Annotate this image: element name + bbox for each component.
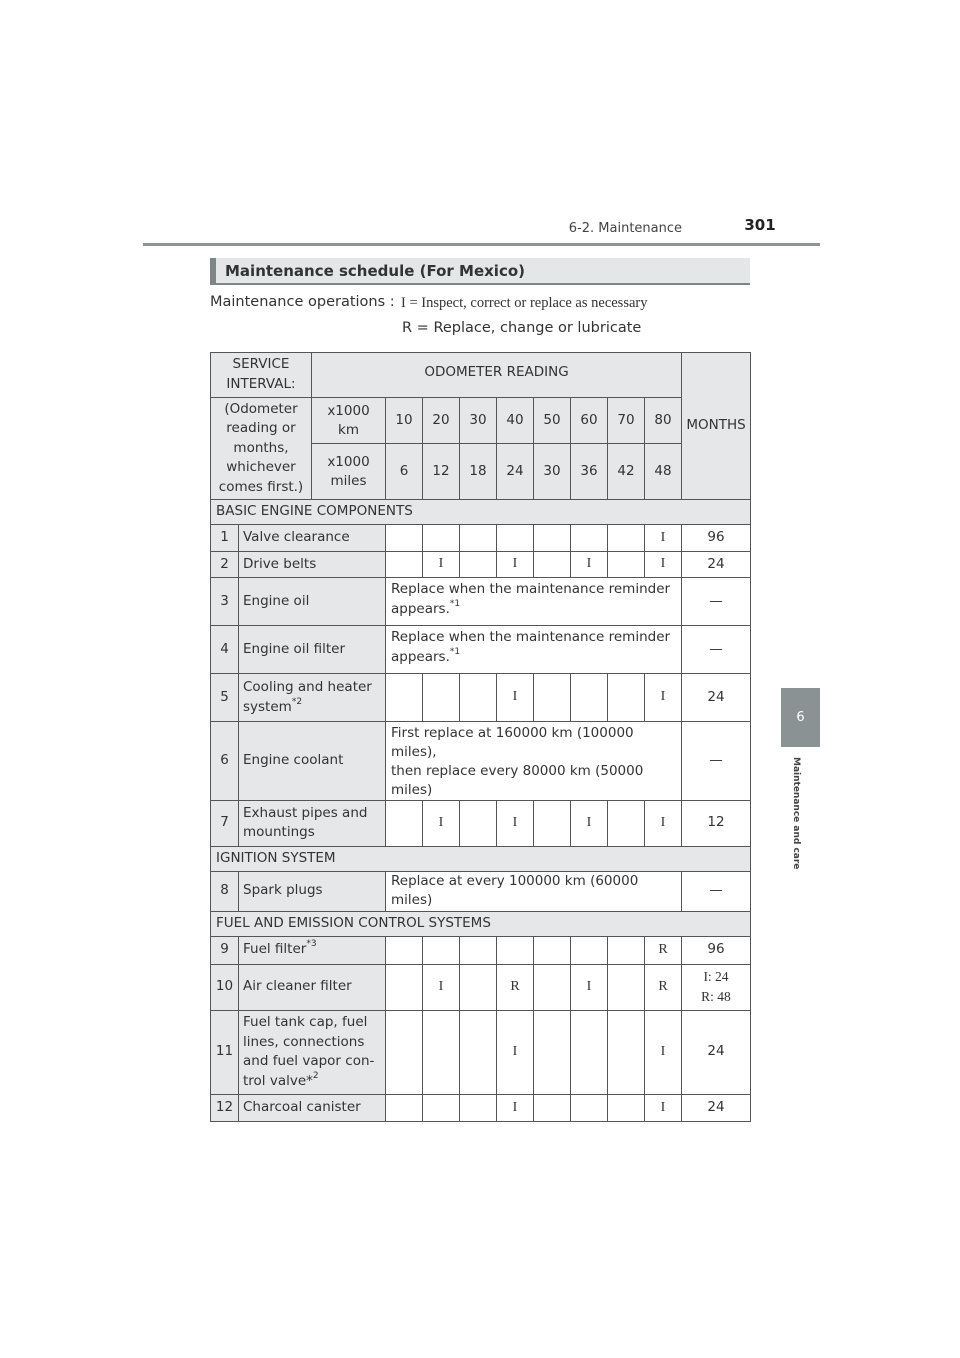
span-note — [386, 722, 682, 801]
row-number: 9 — [211, 936, 239, 964]
months-value: 12 — [682, 800, 751, 846]
item-text: Fuel filter — [243, 941, 307, 958]
row-number: 12 — [211, 1094, 239, 1121]
mile-value: 42 — [608, 444, 645, 500]
row-number: 11 — [211, 1010, 239, 1094]
category-basic-engine: BASIC ENGINE COMPONENTS — [211, 500, 751, 525]
mark-cell: I — [571, 800, 608, 846]
odometer-reading-header: ODOMETER READING — [312, 353, 682, 398]
mark-cell — [423, 1094, 460, 1121]
category-fuel-emission: FUEL AND EMISSION CONTROL SYSTEMS — [211, 911, 751, 936]
mark-cell: I — [423, 552, 460, 578]
span-line: First replace at 160000 km (100000 miles), — [391, 725, 634, 760]
mark-cell — [386, 800, 423, 846]
mark-cell — [423, 674, 460, 722]
months-value: — — [682, 871, 751, 911]
km-value: 10 — [386, 398, 423, 444]
mark-cell — [534, 674, 571, 722]
mile-value: 30 — [534, 444, 571, 500]
mark-cell — [571, 525, 608, 552]
mark-cell — [423, 936, 460, 964]
mark-cell — [423, 525, 460, 552]
mark-cell: I — [497, 674, 534, 722]
service-interval-header: SERVICE INTERVAL: — [211, 353, 312, 398]
mark-cell — [534, 1094, 571, 1121]
mark-cell — [571, 1094, 608, 1121]
item-name: Charcoal canister — [239, 1094, 386, 1121]
mark-cell: R — [645, 936, 682, 964]
months-value: — — [682, 626, 751, 674]
mile-value: 24 — [497, 444, 534, 500]
months-value: 24 — [682, 1010, 751, 1094]
mark-cell: I — [645, 525, 682, 552]
mark-cell — [571, 674, 608, 722]
mile-value: 36 — [571, 444, 608, 500]
mile-value: 12 — [423, 444, 460, 500]
km-value: 80 — [645, 398, 682, 444]
mark-cell — [460, 552, 497, 578]
months-value — [682, 964, 751, 1010]
unit-km: x1000 km — [312, 398, 386, 444]
mark-cell — [386, 674, 423, 722]
mark-cell: I — [497, 1094, 534, 1121]
item-name — [239, 674, 386, 722]
mark-cell — [386, 964, 423, 1010]
mile-value: 18 — [460, 444, 497, 500]
mark-cell — [534, 936, 571, 964]
mark-cell — [534, 1010, 571, 1094]
footnote-mark: *1 — [449, 646, 461, 657]
footnote-mark: 2 — [312, 1070, 319, 1081]
months-value: 24 — [682, 674, 751, 722]
mark-cell: I — [645, 1010, 682, 1094]
months-header: MONTHS — [682, 353, 751, 500]
chapter-name: Maintenance and care — [791, 757, 801, 870]
span-text: Replace when the maintenance reminder appears. — [391, 581, 671, 617]
mark-cell — [608, 552, 645, 578]
mark-cell — [608, 1010, 645, 1094]
mark-cell — [571, 1010, 608, 1094]
mark-cell — [534, 525, 571, 552]
row-number: 2 — [211, 552, 239, 578]
span-text: Replace when the maintenance reminder appears. — [391, 629, 671, 665]
schedule-heading-text: Maintenance schedule (For Mexico) — [225, 262, 525, 280]
mark-cell — [608, 525, 645, 552]
mark-cell: I — [571, 964, 608, 1010]
category-ignition: IGNITION SYSTEM — [211, 846, 751, 871]
row-number: 3 — [211, 578, 239, 626]
km-value: 60 — [571, 398, 608, 444]
mark-cell — [534, 964, 571, 1010]
months-value: 24 — [682, 1094, 751, 1121]
span-note: Replace at every 100000 km (60000 miles) — [386, 871, 682, 911]
mark-cell — [386, 1010, 423, 1094]
mark-cell — [460, 1010, 497, 1094]
mark-cell — [460, 800, 497, 846]
maintenance-schedule-table — [210, 352, 751, 1122]
row-number: 7 — [211, 800, 239, 846]
mark-cell — [608, 800, 645, 846]
km-value: 50 — [534, 398, 571, 444]
item-text: Cooling and heater system — [243, 678, 372, 715]
header-rule — [143, 243, 820, 246]
mark-cell — [460, 936, 497, 964]
mark-cell — [608, 1094, 645, 1121]
mark-cell — [460, 964, 497, 1010]
mark-cell — [386, 552, 423, 578]
item-name: Exhaust pipes and mountings — [239, 800, 386, 846]
row-number: 8 — [211, 871, 239, 911]
item-name: Drive belts — [239, 552, 386, 578]
mark-cell: I — [423, 800, 460, 846]
span-note — [386, 578, 682, 626]
mark-cell: R — [645, 964, 682, 1010]
mile-value: 6 — [386, 444, 423, 500]
mark-cell — [386, 525, 423, 552]
odometer-note: (Odometer reading or months, whichever comes first.) — [211, 398, 312, 500]
mark-cell — [460, 1094, 497, 1121]
mark-cell — [608, 936, 645, 964]
months-value: 24 — [682, 552, 751, 578]
mark-cell: I — [645, 552, 682, 578]
months-value: — — [682, 722, 751, 801]
section-title: 6-2. Maintenance — [568, 221, 682, 236]
months-value: 96 — [682, 525, 751, 552]
mark-cell: I — [645, 674, 682, 722]
item-name: Spark plugs — [239, 871, 386, 911]
footnote-mark: *2 — [291, 696, 303, 707]
row-number: 4 — [211, 626, 239, 674]
mark-cell — [386, 1094, 423, 1121]
span-note — [386, 626, 682, 674]
row-number: 6 — [211, 722, 239, 801]
row-number: 1 — [211, 525, 239, 552]
schedule-heading — [210, 258, 750, 285]
mark-cell — [460, 674, 497, 722]
item-name — [239, 936, 386, 964]
mark-cell — [497, 525, 534, 552]
mark-cell: I — [423, 964, 460, 1010]
item-name: Engine oil filter — [239, 626, 386, 674]
item-name: Valve clearance — [239, 525, 386, 552]
mark-cell: I — [497, 1010, 534, 1094]
mark-cell — [608, 964, 645, 1010]
mark-cell: I — [497, 552, 534, 578]
legend-inspect: I = Inspect, correct or replace as necessary — [401, 295, 648, 311]
mark-cell: I — [645, 1094, 682, 1121]
item-name: Air cleaner filter — [239, 964, 386, 1010]
mark-cell: R — [497, 964, 534, 1010]
mark-cell — [534, 800, 571, 846]
mark-cell — [608, 674, 645, 722]
mark-cell — [497, 936, 534, 964]
chapter-tab[interactable]: 6 — [781, 688, 820, 747]
mark-cell: I — [571, 552, 608, 578]
row-number: 5 — [211, 674, 239, 722]
km-value: 40 — [497, 398, 534, 444]
legend-replace: R = Replace, change or lubricate — [402, 320, 642, 336]
mark-cell — [460, 525, 497, 552]
mile-value: 48 — [645, 444, 682, 500]
item-name — [239, 1010, 386, 1094]
mark-cell — [534, 552, 571, 578]
mark-cell — [423, 1010, 460, 1094]
km-value: 30 — [460, 398, 497, 444]
mark-cell: I — [497, 800, 534, 846]
page-number: 301 — [744, 216, 776, 234]
months-line: I: 24 — [703, 968, 729, 984]
mark-cell — [571, 936, 608, 964]
km-value: 20 — [423, 398, 460, 444]
legend-label: Maintenance operations : — [210, 294, 395, 310]
row-number: 10 — [211, 964, 239, 1010]
mark-cell: I — [645, 800, 682, 846]
span-line: then replace every 80000 km (50000 miles) — [391, 762, 644, 798]
footnote-mark: *3 — [306, 939, 317, 950]
item-name: Engine oil — [239, 578, 386, 626]
item-text: Fuel tank cap, fuel lines, connections and fuel vapor con-trol valve* — [243, 1014, 375, 1089]
unit-miles: x1000 miles — [312, 444, 386, 500]
months-line: R: 48 — [701, 989, 731, 1005]
item-name: Engine coolant — [239, 722, 386, 801]
months-value: 96 — [682, 936, 751, 964]
months-value: — — [682, 578, 751, 626]
mark-cell — [386, 936, 423, 964]
km-value: 70 — [608, 398, 645, 444]
footnote-mark: *1 — [449, 598, 461, 609]
